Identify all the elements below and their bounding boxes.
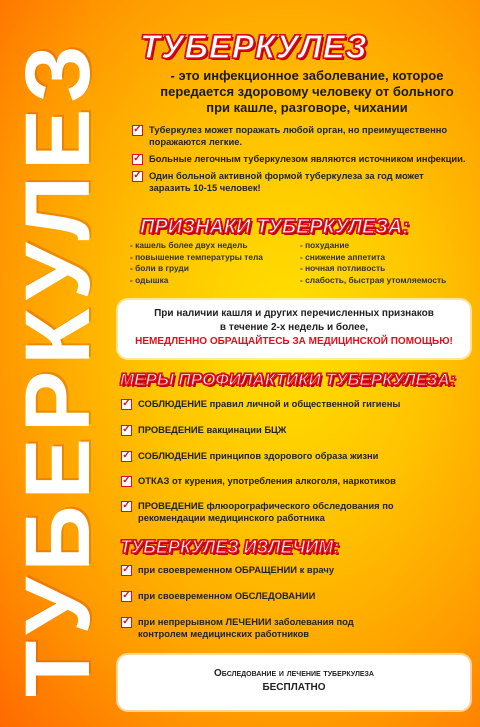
prevention-item: [121, 475, 461, 487]
main-title: ТУБЕРКУЛЕЗ: [140, 28, 368, 65]
check-icon: ✓: [122, 398, 131, 409]
fact-text: Больные легочным туберкулезом являются источником инфекции.: [149, 153, 466, 164]
check-icon: ✓: [133, 170, 142, 181]
prevention-item: [121, 424, 461, 436]
check-icon: ✓: [122, 500, 131, 511]
footer-line: БЕСПЛАТНО: [262, 682, 326, 693]
prevention-text: ОТКАЗ от курения, употребления алкоголя, наркотиков: [138, 475, 396, 486]
sign-item: - снижение аппетита: [300, 252, 470, 264]
sign-item: - повышение температуры тела: [130, 252, 300, 264]
cure-item: [121, 616, 381, 640]
cure-heading: ТУБЕРКУЛЕЗ ИЗЛЕЧИМ:: [120, 537, 340, 557]
prevention-text: ПРОВЕДЕНИЕ флюорографического обследования по рекомендации медицинского работника: [138, 500, 394, 523]
check-icon: ✓: [122, 450, 131, 461]
check-icon: ✓: [133, 153, 142, 164]
facts-list: [132, 124, 467, 199]
prevention-item: [121, 500, 411, 524]
prevention-item: [121, 398, 461, 410]
prevention-text: СОБЛЮДЕНИЕ принципов здорового образа жизни: [138, 450, 379, 461]
notice-box: [118, 300, 470, 358]
fact-item: [132, 124, 467, 148]
prevention-heading: МЕРЫ ПРОФИЛАКТИКИ ТУБЕРКУЛЕЗА:: [120, 370, 456, 389]
prevention-list: [121, 398, 461, 524]
signs-heading: ПРИЗНАКИ ТУБЕРКУЛЕЗА:: [140, 216, 410, 238]
notice-urgent-line: НЕМЕДЛЕННО ОБРАЩАЙТЕСЬ ЗА МЕДИЦИНСКОЙ ПОМОЩЬЮ!: [135, 336, 453, 347]
signs-list: [130, 240, 470, 286]
sign-item: - ночная потливость: [300, 263, 470, 275]
fact-text: Туберкулез может поражать любой орган, но преимущественно поражаются легкие.: [149, 124, 448, 147]
check-icon: ✓: [122, 616, 131, 627]
notice-line: При наличии кашля и других перечисленных признаков: [154, 308, 434, 319]
prevention-item: [121, 450, 461, 462]
sign-item: - боли в груди: [130, 263, 300, 275]
sign-item: - одышка: [130, 275, 300, 287]
signs-column-left: [130, 240, 300, 286]
cure-item: [121, 590, 461, 602]
definition-text: - это инфекционное заболевание, которое передается здоровому человеку от больного при кашле, разговоре, чихании: [160, 68, 454, 115]
sign-item: - кашель более двух недель: [130, 240, 300, 252]
cure-text: при своевременном ОБСЛЕДОВАНИИ: [138, 590, 316, 601]
fact-item: [132, 170, 467, 194]
footer-box: [118, 655, 470, 710]
fact-item: [132, 153, 467, 165]
cure-text: при непрерывном ЛЕЧЕНИИ заболевания под контролем медицинских работников: [138, 616, 354, 639]
vertical-side-title: ТУБЕРКУЛЕЗ: [7, 39, 109, 697]
sign-item: - слабость, быстрая утомляемость: [300, 275, 470, 287]
prevention-text: ПРОВЕДЕНИЕ вакцинации БЦЖ: [138, 424, 287, 435]
signs-column-right: [300, 240, 470, 286]
check-icon: ✓: [122, 475, 131, 486]
cure-item: [121, 564, 461, 576]
notice-line: в течение 2-х недель и более,: [219, 322, 369, 333]
prevention-text: СОБЛЮДЕНИЕ правил личной и общественной гигиены: [138, 398, 401, 409]
cure-list: [121, 564, 461, 640]
check-icon: ✓: [122, 564, 131, 575]
sign-item: - похудание: [300, 240, 470, 252]
cure-text: при своевременном ОБРАЩЕНИИ к врачу: [138, 564, 335, 575]
footer-line: Обследование и лечение туберкулеза: [214, 668, 374, 679]
check-icon: ✓: [133, 124, 142, 135]
check-icon: ✓: [122, 590, 131, 601]
check-icon: ✓: [122, 424, 131, 435]
fact-text: Один больной активной формой туберкулеза за год может заразить 10-15 человек!: [149, 170, 424, 193]
